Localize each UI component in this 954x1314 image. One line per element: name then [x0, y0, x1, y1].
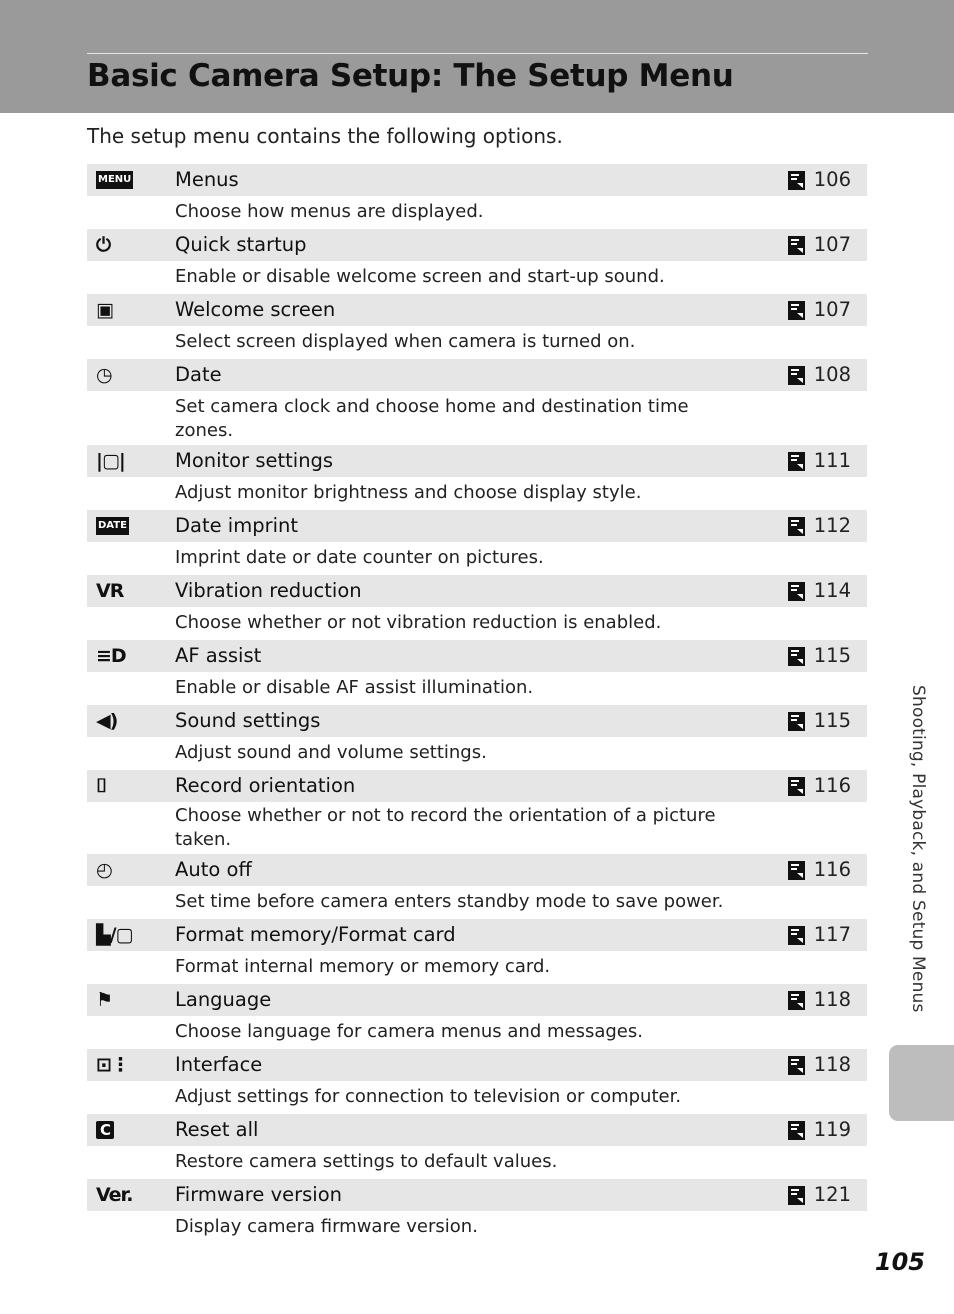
- menu-item-description: Choose language for camera menus and messages.: [175, 1021, 643, 1042]
- page-reference: [788, 922, 851, 948]
- page-reference: [788, 1182, 851, 1208]
- page-reference-number: 115: [813, 644, 851, 667]
- menu-item-row: [87, 1114, 867, 1146]
- menu-item-label: Menus: [175, 168, 239, 191]
- page-reference: [788, 232, 851, 258]
- menu-item-label: Quick startup: [175, 233, 307, 256]
- menu-item-label: Record orientation: [175, 774, 356, 797]
- page-reference-icon: [788, 926, 805, 945]
- page-reference: [788, 578, 851, 604]
- header-band: [0, 0, 954, 113]
- side-tab: [889, 1045, 954, 1121]
- page-reference-icon: [788, 1186, 805, 1205]
- page-reference: [788, 448, 851, 474]
- format-memory-icon: ▙/▢: [96, 924, 133, 946]
- menu-item-row: [87, 640, 867, 672]
- menu-item-row: [87, 229, 867, 261]
- menu-item-description: Set camera clock and choose home and destination time zones.: [175, 396, 689, 441]
- menu-item-row: [87, 705, 867, 737]
- page-number: 105: [874, 1248, 925, 1276]
- menu-item-label: Date imprint: [175, 514, 299, 537]
- header-rule: [87, 53, 868, 54]
- page-reference-number: 112: [813, 514, 851, 537]
- side-tab-label: Shooting, Playback, and Setup Menus: [908, 685, 928, 1013]
- page-reference: [788, 1052, 851, 1078]
- page-reference-icon: [788, 1056, 805, 1075]
- page-reference: [788, 297, 851, 323]
- menu-item-label: Welcome screen: [175, 298, 336, 321]
- monitor-icon: |▢|: [96, 450, 125, 472]
- record-orientation-icon: ⌷: [96, 775, 107, 797]
- menu-item-description: Display camera firmware version.: [175, 1216, 478, 1237]
- menu-item-row: [87, 1179, 867, 1211]
- page-reference-icon: [788, 582, 805, 601]
- page-title: Basic Camera Setup: The Setup Menu: [87, 58, 734, 94]
- menu-item-label: Format memory/Format card: [175, 923, 456, 946]
- intro-text: The setup menu contains the following options.: [87, 124, 563, 148]
- page-reference-number: 118: [813, 1053, 851, 1076]
- page-reference: [788, 643, 851, 669]
- date-imprint-icon: DATE: [96, 517, 129, 535]
- page-reference: [788, 773, 851, 799]
- menu-item-label: Monitor settings: [175, 449, 334, 472]
- clock-icon: ◷: [96, 364, 112, 386]
- page-reference-number: 108: [813, 363, 851, 386]
- menu-item-description: Imprint date or date counter on pictures.: [175, 547, 544, 568]
- page-reference: [788, 167, 851, 193]
- menu-item-description: Adjust settings for connection to television or computer.: [175, 1086, 682, 1107]
- menu-item-description: Set time before camera enters standby mode to save power.: [175, 891, 724, 912]
- menu-item-row: [87, 919, 867, 951]
- page-reference: [788, 708, 851, 734]
- menu-item-label: Reset all: [175, 1118, 259, 1141]
- page-reference-icon: [788, 236, 805, 255]
- menus-icon: MENU: [96, 171, 133, 189]
- menu-item-row: [87, 359, 867, 391]
- menu-item-row: [87, 1049, 867, 1081]
- menu-item-description: Enable or disable welcome screen and start-up sound.: [175, 266, 665, 287]
- page-reference-number: 119: [813, 1118, 851, 1141]
- menu-item-description: Adjust monitor brightness and choose display style.: [175, 482, 642, 503]
- page-reference: [788, 1117, 851, 1143]
- menu-item-description: Choose whether or not vibration reduction is enabled.: [175, 612, 662, 633]
- menu-item-label: Firmware version: [175, 1183, 342, 1206]
- quick-startup-icon: ⏻: [96, 234, 111, 256]
- setup-menu-table: [87, 164, 867, 1244]
- page-reference-icon: [788, 647, 805, 666]
- reset-all-icon: C: [96, 1121, 114, 1139]
- page-reference-number: 115: [813, 709, 851, 732]
- firmware-version-icon: Ver.: [96, 1184, 133, 1206]
- af-assist-icon: ≡D: [96, 645, 126, 667]
- page-reference-icon: [788, 517, 805, 536]
- auto-off-icon: ◴: [96, 859, 112, 881]
- speaker-icon: ◀): [96, 710, 118, 732]
- page-reference-number: 121: [813, 1183, 851, 1206]
- menu-item-label: Date: [175, 363, 222, 386]
- page-reference-number: 118: [813, 988, 851, 1011]
- page-reference-icon: [788, 777, 805, 796]
- menu-item-label: Vibration reduction: [175, 579, 362, 602]
- menu-item-label: AF assist: [175, 644, 262, 667]
- menu-item-row: [87, 984, 867, 1016]
- menu-item-label: Auto off: [175, 858, 252, 881]
- menu-item-row: [87, 294, 867, 326]
- page-reference-number: 114: [813, 579, 851, 602]
- page-reference-number: 107: [813, 298, 851, 321]
- page-reference-number: 116: [813, 774, 851, 797]
- page-reference-icon: [788, 991, 805, 1010]
- page-reference-number: 116: [813, 858, 851, 881]
- menu-item-row: [87, 445, 867, 477]
- menu-item-row: [87, 575, 867, 607]
- page-reference: [788, 857, 851, 883]
- language-icon: ⚑: [96, 989, 113, 1011]
- menu-item-label: Language: [175, 988, 272, 1011]
- page-reference-icon: [788, 452, 805, 471]
- menu-item-description: Format internal memory or memory card.: [175, 956, 551, 977]
- vibration-reduction-icon: VR: [96, 580, 124, 602]
- page-reference-icon: [788, 861, 805, 880]
- menu-item-label: Sound settings: [175, 709, 321, 732]
- welcome-screen-icon: ▣: [96, 299, 113, 321]
- menu-item-row: [87, 854, 867, 886]
- menu-item-row: [87, 770, 867, 802]
- menu-item-row: [87, 164, 867, 196]
- page-reference-icon: [788, 712, 805, 731]
- menu-item-description: Select screen displayed when camera is turned on.: [175, 331, 636, 352]
- menu-item-label: Interface: [175, 1053, 263, 1076]
- menu-item-description: Choose how menus are displayed.: [175, 201, 484, 222]
- page-reference: [788, 513, 851, 539]
- menu-item-description: Restore camera settings to default values.: [175, 1151, 558, 1172]
- page-reference: [788, 987, 851, 1013]
- page-reference: [788, 362, 851, 388]
- page-reference-icon: [788, 366, 805, 385]
- page-reference-number: 106: [813, 168, 851, 191]
- page-reference-icon: [788, 1121, 805, 1140]
- menu-item-description: Adjust sound and volume settings.: [175, 742, 487, 763]
- menu-item-description: Enable or disable AF assist illumination.: [175, 677, 534, 698]
- menu-item-row: [87, 510, 867, 542]
- page-reference-number: 117: [813, 923, 851, 946]
- page-reference-number: 107: [813, 233, 851, 256]
- interface-icon: ⊡⋮: [96, 1054, 129, 1076]
- menu-item-description: Choose whether or not to record the orientation of a picture taken.: [175, 805, 716, 850]
- page-reference-icon: [788, 301, 805, 320]
- page-reference-icon: [788, 171, 805, 190]
- page-reference-number: 111: [813, 449, 851, 472]
